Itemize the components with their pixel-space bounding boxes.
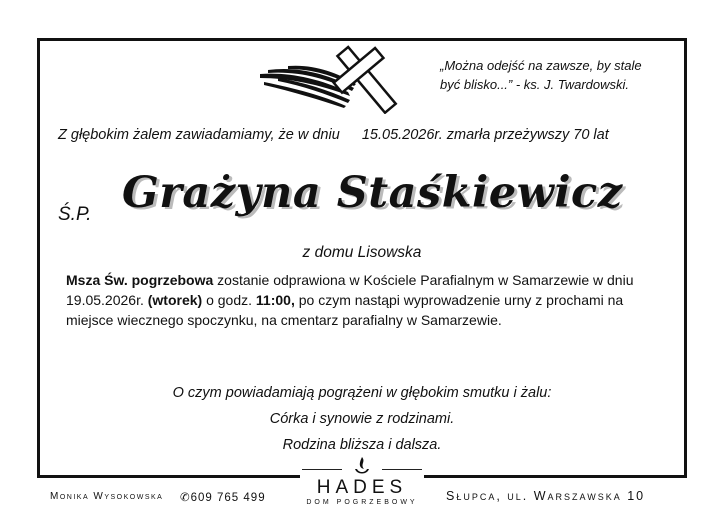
mass-weekday: (wtorek) (147, 292, 203, 308)
closing-line: O czym powiadamiają pogrążeni w głębokim smutku i żalu: (172, 385, 552, 401)
quote (440, 56, 670, 94)
announcement-prefix: Z głębokim żalem zawiadamiamy, że w dniu (58, 127, 340, 143)
mass-time: 11:00, (255, 292, 295, 308)
quote-line: być blisko...” - ks. J. Twardowski. (440, 77, 630, 92)
flame-icon (352, 455, 372, 477)
brand-subtitle: DOM POGRZEBOWY (306, 499, 418, 506)
logo-divider (302, 469, 342, 470)
mass-lead: Msza Św. pogrzebowa (66, 272, 214, 288)
closing-line: Rodzina bliższa i dalsza. (282, 437, 442, 453)
death-date: 15.05.2026r. (361, 127, 443, 143)
cross-with-palm-icon (258, 44, 418, 114)
closing-line: Córka i synowie z rodzinami. (269, 411, 455, 427)
mass-text: zostanie odprawiona w Kościele Parafialnym w Samarzewie w dniu 19.05.2026r. (66, 272, 634, 308)
death-announcement (58, 127, 609, 143)
mass-details (66, 270, 666, 330)
brand-name: HADES (316, 477, 408, 498)
mass-text: o godz. (202, 292, 256, 308)
closing-notice (0, 380, 724, 458)
footer (0, 482, 724, 512)
mass-text: po czym nastąpi wyprowadzenie urny z prochami na miejsce wiecznego spoczynku, na cmentarz parafialny w Samarzewie. (66, 292, 624, 328)
deceased-name-row (58, 168, 678, 228)
title-prefix: Ś.P. (58, 204, 92, 225)
announcement-suffix: zmarła przeżywszy 70 lat (446, 127, 609, 143)
author-name: Monika Wysokowska (50, 491, 164, 502)
address: Słupca, ul. Warszawska 10 (446, 489, 646, 503)
quote-line: „Można odejść na zawsze, by stale (440, 58, 642, 73)
logo-divider (382, 469, 422, 470)
phone-number: ✆609 765 499 (180, 492, 266, 504)
maiden-name: z domu Lisowska (302, 244, 422, 261)
deceased-name: Grażyna Staśkiewicz (122, 168, 623, 218)
